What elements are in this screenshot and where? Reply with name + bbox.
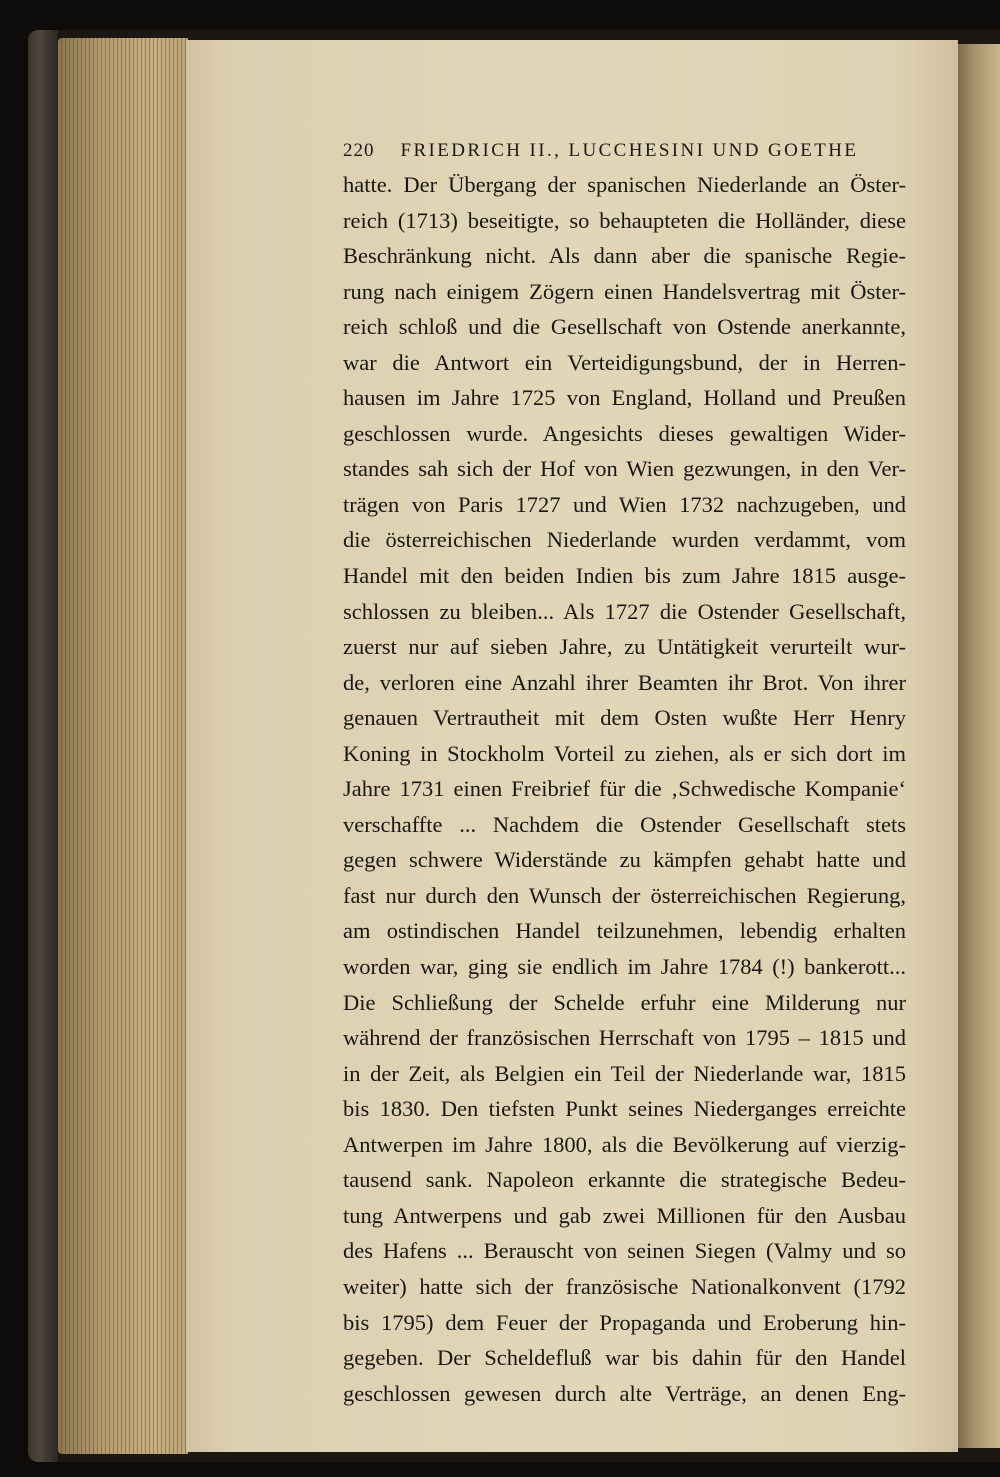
book-cover-edge [28, 30, 58, 1462]
text-line: fast nur durch den Wunsch der österreichischen Regierung, [343, 882, 906, 908]
text-line: Jahre 1731 einen Freibrief für die ‚Schwedische Kompanie‘ [343, 776, 906, 802]
text-line: reich schloß und die Gesellschaft von Ostende anerkannte, [343, 314, 906, 340]
text-line: zuerst nur auf sieben Jahre, zu Untätigkeit verurteilt wur- [343, 634, 906, 660]
text-line: in der Zeit, als Belgien ein Teil der Niederlande war, 1815 [343, 1060, 906, 1086]
running-title: FRIEDRICH II., LUCCHESINI UND GOETHE [400, 140, 859, 161]
text-line: trägen von Paris 1727 und Wien 1732 nachzugeben, und [343, 491, 906, 517]
text-line: geschlossen wurde. Angesichts dieses gewaltigen Wider- [343, 420, 906, 446]
text-line: Beschränkung nicht. Als dann aber die spanische Regie- [343, 243, 906, 269]
text-line: gegen schwere Widerstände zu kämpfen gehabt hatte und [343, 847, 906, 873]
text-line: reich (1713) beseitigte, so behaupteten die Holländer, diese [343, 207, 906, 233]
text-line: genauen Vertrautheit mit dem Osten wußte Herr Henry [343, 705, 906, 731]
text-line: verschaffte ... Nachdem die Ostender Gesellschaft stets [343, 811, 906, 837]
text-line: rung nach einigem Zögern einen Handelsvertrag mit Öster- [343, 278, 906, 304]
text-line: geschlossen gewesen durch alte Verträge, an denen Eng- [343, 1380, 906, 1406]
text-line: des Hafens ... Berauscht von seinen Siegen (Valmy und so [343, 1238, 906, 1264]
text-line: hatte. Der Übergang der spanischen Niederlande an Öster- [343, 172, 906, 197]
text-line: die österreichischen Niederlande wurden verdammt, vom [343, 527, 906, 553]
facing-page-edge [958, 44, 1000, 1448]
text-line: weiter) hatte sich der französische Nationalkonvent (1792 [343, 1273, 906, 1299]
text-line: worden war, ging sie endlich im Jahre 1784 (!) bankerott... [343, 954, 906, 980]
page-number: 220 [343, 140, 375, 161]
text-line: standes sah sich der Hof von Wien gezwungen, in den Ver- [343, 456, 906, 482]
text-line: bis 1795) dem Feuer der Propaganda und Eroberung hin- [343, 1309, 906, 1335]
text-line: Koning in Stockholm Vorteil zu ziehen, als er sich dort im [343, 740, 906, 766]
text-line: war die Antwort ein Verteidigungsbund, der in Herren- [343, 349, 906, 375]
text-line: bis 1830. Den tiefsten Punkt seines Niederganges erreichte [343, 1096, 906, 1122]
text-line: Antwerpen im Jahre 1800, als die Bevölkerung auf vierzig- [343, 1131, 906, 1157]
body-text [343, 167, 906, 1411]
running-header [343, 140, 883, 170]
text-line: gegeben. Der Scheldefluß war bis dahin für den Handel [343, 1345, 906, 1371]
text-line: am ostindischen Handel teilzunehmen, lebendig erhalten [343, 918, 906, 944]
text-line: tung Antwerpens und gab zwei Millionen für den Ausbau [343, 1202, 906, 1228]
text-line: während der französischen Herrschaft von 1795 – 1815 und [343, 1025, 906, 1051]
text-line: Die Schließung der Schelde erfuhr eine Milderung nur [343, 989, 906, 1015]
text-line: de, verloren eine Anzahl ihrer Beamten ihr Brot. Von ihrer [343, 669, 906, 695]
text-line: Handel mit den beiden Indien bis zum Jahre 1815 ausge- [343, 563, 906, 589]
page-stack-edges [58, 38, 188, 1454]
text-line: schlossen zu bleiben... Als 1727 die Ostender Gesellschaft, [343, 598, 906, 624]
text-line: hausen im Jahre 1725 von England, Holland und Preußen [343, 385, 906, 411]
text-line: tausend sank. Napoleon erkannte die strategische Bedeu- [343, 1167, 906, 1193]
